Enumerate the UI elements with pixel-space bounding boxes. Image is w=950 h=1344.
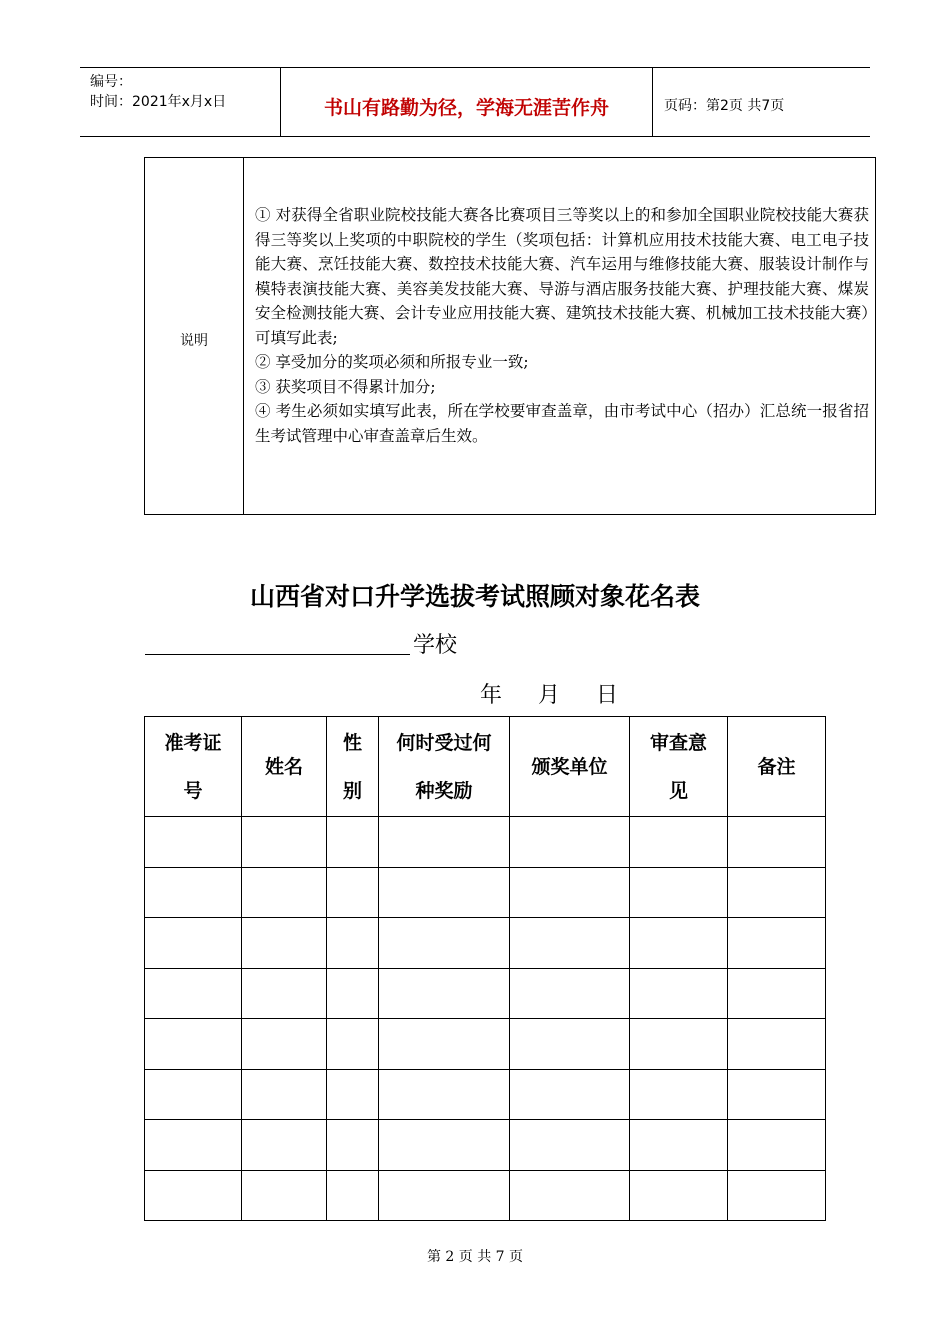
table-row bbox=[145, 1069, 826, 1120]
roster-cell[interactable] bbox=[242, 1120, 327, 1171]
col-name: 姓名 bbox=[242, 717, 327, 817]
roster-cell[interactable] bbox=[145, 1069, 242, 1120]
table-row bbox=[145, 1170, 826, 1221]
form-title: 山西省对口升学选拔考试照顾对象花名表 bbox=[249, 582, 700, 611]
roster-cell[interactable] bbox=[379, 817, 510, 868]
roster-cell[interactable] bbox=[379, 968, 510, 1019]
page-footer: 第 2 页 共 7 页 bbox=[426, 1249, 524, 1265]
note-item: ① 对获得全省职业院校技能大赛各比赛项目三等奖以上的和参加全国职业院校技能大赛获得三等奖以上奖项的中职院校的学生（奖项包括：计算机应用技术技能大赛、电工电子技能大赛、烹饪技能大赛、数控技术技能大赛、汽车运用与维修技能大赛、服装设计制作与模特表演技能大赛、美容美发技能大赛、导游与酒店服务技能大赛、护理技能大赛、煤炭安全检测技能大赛、会计专业应用技能大赛、建筑技术技能大赛、机械加工技术技能大赛）可填写此表; bbox=[255, 206, 869, 347]
table-row bbox=[145, 1019, 826, 1070]
roster-table bbox=[144, 716, 826, 1221]
col-award-history: 何时受过何 种奖励 bbox=[379, 717, 510, 817]
roster-cell[interactable] bbox=[145, 968, 242, 1019]
roster-header-row bbox=[145, 717, 826, 817]
roster-cell[interactable] bbox=[630, 1170, 728, 1221]
table-row bbox=[145, 1120, 826, 1171]
roster-cell[interactable] bbox=[145, 918, 242, 969]
roster-cell[interactable] bbox=[630, 817, 728, 868]
roster-cell[interactable] bbox=[327, 1069, 379, 1120]
roster-cell[interactable] bbox=[510, 1069, 630, 1120]
roster-cell[interactable] bbox=[728, 1170, 826, 1221]
header-meta-cell bbox=[80, 68, 281, 136]
roster-cell[interactable] bbox=[728, 918, 826, 969]
roster-cell[interactable] bbox=[510, 867, 630, 918]
time-label: 时间：2021年x月x日 bbox=[90, 94, 227, 110]
note-label-cell bbox=[145, 158, 244, 514]
school-name-line bbox=[145, 654, 410, 655]
roster-cell[interactable] bbox=[510, 968, 630, 1019]
roster-cell[interactable] bbox=[510, 1019, 630, 1070]
roster-cell[interactable] bbox=[630, 1069, 728, 1120]
number-label: 编号： bbox=[90, 74, 132, 90]
note-item: ③ 获奖项目不得累计加分; bbox=[255, 377, 436, 396]
col-remarks: 备注 bbox=[728, 717, 826, 817]
roster-cell[interactable] bbox=[145, 1019, 242, 1070]
roster-cell[interactable] bbox=[242, 968, 327, 1019]
roster-cell[interactable] bbox=[379, 918, 510, 969]
note-label: 说明 bbox=[180, 333, 208, 349]
roster-cell[interactable] bbox=[728, 1120, 826, 1171]
date-month: 月 bbox=[538, 683, 561, 708]
roster-cell[interactable] bbox=[145, 1120, 242, 1171]
note-item: ④ 考生必须如实填写此表，所在学校要审查盖章，由市考试中心（招办）汇总统一报省招生考试管理中心审查盖章后生效。 bbox=[255, 402, 869, 445]
roster-cell[interactable] bbox=[379, 1019, 510, 1070]
school-suffix: 学校 bbox=[413, 633, 458, 658]
roster-cell[interactable] bbox=[728, 1019, 826, 1070]
roster-cell[interactable] bbox=[145, 817, 242, 868]
roster-cell[interactable] bbox=[630, 918, 728, 969]
roster-cell[interactable] bbox=[630, 1120, 728, 1171]
roster-cell[interactable] bbox=[728, 867, 826, 918]
roster-cell[interactable] bbox=[630, 968, 728, 1019]
roster-cell[interactable] bbox=[728, 1069, 826, 1120]
motto: 书山有路勤为径，学海无涯苦作舟 bbox=[323, 97, 609, 119]
note-table bbox=[144, 157, 876, 515]
note-item: ② 享受加分的奖项必须和所报专业一致; bbox=[255, 353, 529, 371]
table-row bbox=[145, 867, 826, 918]
page-header bbox=[80, 67, 870, 137]
roster-cell[interactable] bbox=[242, 817, 327, 868]
date-line bbox=[480, 678, 654, 709]
roster-cell[interactable] bbox=[242, 1069, 327, 1120]
roster-cell[interactable] bbox=[379, 1120, 510, 1171]
roster-cell[interactable] bbox=[379, 1069, 510, 1120]
roster-cell[interactable] bbox=[327, 918, 379, 969]
roster-body bbox=[145, 817, 826, 1221]
date-day: 日 bbox=[596, 683, 619, 708]
roster-cell[interactable] bbox=[379, 867, 510, 918]
roster-cell[interactable] bbox=[327, 1019, 379, 1070]
roster-cell[interactable] bbox=[327, 1170, 379, 1221]
roster-cell[interactable] bbox=[242, 918, 327, 969]
table-row bbox=[145, 968, 826, 1019]
roster-cell[interactable] bbox=[242, 1170, 327, 1221]
note-body bbox=[255, 203, 869, 448]
col-gender: 性 别 bbox=[327, 717, 379, 817]
roster-cell[interactable] bbox=[510, 1170, 630, 1221]
roster-cell[interactable] bbox=[242, 1019, 327, 1070]
roster-cell[interactable] bbox=[327, 867, 379, 918]
roster-cell[interactable] bbox=[242, 867, 327, 918]
roster-cell[interactable] bbox=[145, 867, 242, 918]
roster-cell[interactable] bbox=[728, 817, 826, 868]
col-review-opinion: 审查意 见 bbox=[630, 717, 728, 817]
roster-cell[interactable] bbox=[510, 817, 630, 868]
header-motto-cell bbox=[281, 68, 653, 136]
col-awarding-unit: 颁奖单位 bbox=[510, 717, 630, 817]
table-row bbox=[145, 817, 826, 868]
roster-cell[interactable] bbox=[327, 817, 379, 868]
col-exam-number: 准考证 号 bbox=[145, 717, 242, 817]
roster-cell[interactable] bbox=[728, 968, 826, 1019]
roster-cell[interactable] bbox=[379, 1170, 510, 1221]
roster-cell[interactable] bbox=[510, 1120, 630, 1171]
page-code: 页码：第2页 共7页 bbox=[664, 98, 785, 114]
roster-cell[interactable] bbox=[630, 1019, 728, 1070]
roster-cell[interactable] bbox=[510, 918, 630, 969]
roster-cell[interactable] bbox=[327, 968, 379, 1019]
roster-cell[interactable] bbox=[327, 1120, 379, 1171]
date-year: 年 bbox=[480, 683, 503, 708]
roster-cell[interactable] bbox=[145, 1170, 242, 1221]
roster-cell[interactable] bbox=[630, 867, 728, 918]
table-row bbox=[145, 918, 826, 969]
